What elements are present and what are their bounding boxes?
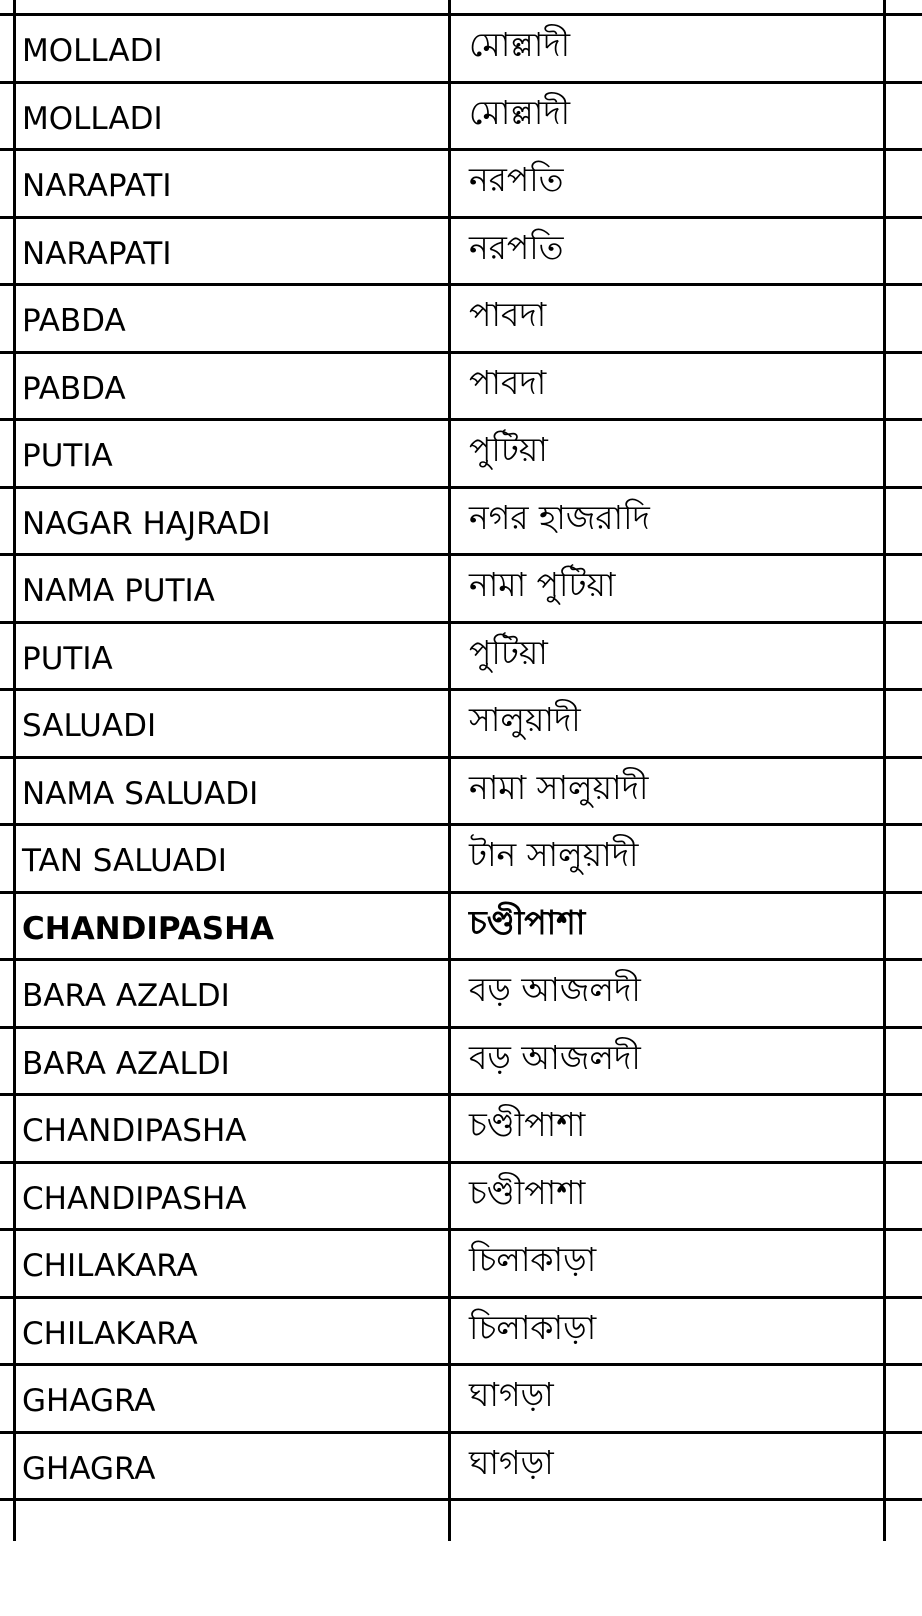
row-divider bbox=[0, 621, 922, 624]
row-divider bbox=[0, 148, 922, 151]
table-row bbox=[0, 624, 922, 691]
row-divider bbox=[0, 283, 922, 286]
table-row bbox=[0, 84, 922, 151]
table-row bbox=[0, 556, 922, 623]
village-name-english: CHILAKARA bbox=[22, 1248, 198, 1284]
table-row bbox=[0, 1231, 922, 1298]
village-name-bengali: চণ্ডীপাশা bbox=[469, 1172, 586, 1212]
village-name-bengali: সালুয়াদী bbox=[469, 700, 581, 739]
village-name-bengali: নামা পুটিয়া bbox=[469, 565, 616, 604]
table-row bbox=[0, 1029, 922, 1096]
table-row bbox=[0, 759, 922, 826]
row-divider bbox=[0, 1363, 922, 1366]
village-name-bengali: চণ্ডীপাশা bbox=[469, 902, 586, 942]
table-row bbox=[0, 354, 922, 421]
village-name-english: BARA AZALDI bbox=[22, 1045, 230, 1082]
row-divider bbox=[0, 81, 922, 84]
table-row bbox=[0, 1299, 922, 1366]
row-divider bbox=[0, 823, 922, 826]
village-name-english: NARAPATI bbox=[22, 235, 172, 272]
village-name-english: SALUADI bbox=[22, 708, 157, 744]
village-name-bengali: ঘাগড়া bbox=[469, 1375, 554, 1414]
table-row bbox=[0, 961, 922, 1028]
village-name-bengali: মোল্লাদী bbox=[469, 92, 571, 132]
row-divider bbox=[0, 216, 922, 219]
village-name-english: PABDA bbox=[22, 370, 126, 407]
table-row bbox=[0, 1164, 922, 1231]
village-name-bengali: নামা সালুয়াদী bbox=[469, 767, 649, 807]
village-name-bengali: মোল্লাদী bbox=[469, 25, 571, 64]
village-name-english: MOLLADI bbox=[22, 33, 163, 69]
row-divider bbox=[0, 1498, 922, 1501]
table-row bbox=[0, 1434, 922, 1501]
village-name-bengali: ঘাগড়া bbox=[469, 1442, 554, 1482]
village-name-english: NAMA PUTIA bbox=[22, 573, 215, 609]
row-divider bbox=[0, 688, 922, 691]
row-divider bbox=[0, 1296, 922, 1299]
village-name-english: NAGAR HAJRADI bbox=[22, 505, 271, 542]
village-name-bengali: টান সালুয়াদী bbox=[469, 835, 639, 874]
village-name-english: CHILAKARA bbox=[22, 1315, 198, 1352]
table-row bbox=[0, 1096, 922, 1163]
row-divider bbox=[0, 486, 922, 489]
village-name-english: CHANDIPASHA bbox=[22, 910, 275, 947]
row-divider bbox=[0, 418, 922, 421]
row-divider bbox=[0, 1228, 922, 1231]
village-name-bengali: নরপতি bbox=[469, 160, 564, 199]
village-name-english: TAN SALUADI bbox=[22, 843, 227, 879]
village-name-bengali: বড় আজলদী bbox=[469, 1037, 641, 1077]
table-row bbox=[0, 489, 922, 556]
table-row bbox=[0, 894, 922, 961]
village-name-english: GHAGRA bbox=[22, 1450, 156, 1487]
row-divider bbox=[0, 1093, 922, 1096]
row-divider bbox=[0, 1026, 922, 1029]
village-name-english: PABDA bbox=[22, 303, 126, 339]
village-name-bengali: বড় আজলদী bbox=[469, 970, 641, 1009]
row-divider bbox=[0, 1161, 922, 1164]
row-divider bbox=[0, 553, 922, 556]
village-name-bengali: পাবদা bbox=[469, 362, 547, 402]
row-divider bbox=[0, 891, 922, 894]
village-name-english: PUTIA bbox=[22, 640, 113, 677]
village-name-english: NAMA SALUADI bbox=[22, 775, 259, 812]
village-name-english: PUTIA bbox=[22, 438, 113, 474]
table-row bbox=[0, 151, 922, 218]
village-name-bengali: চণ্ডীপাশা bbox=[469, 1105, 586, 1144]
row-divider bbox=[0, 351, 922, 354]
village-name-bengali: পুটিয়া bbox=[469, 430, 548, 469]
village-name-english: NARAPATI bbox=[22, 168, 172, 204]
village-name-english: CHANDIPASHA bbox=[22, 1180, 247, 1217]
village-name-bengali: নরপতি bbox=[469, 227, 564, 267]
table-row bbox=[0, 219, 922, 286]
village-name-bengali: পাবদা bbox=[469, 295, 547, 334]
table-row bbox=[0, 286, 922, 353]
village-name-bengali: চিলাকাড়া bbox=[469, 1240, 597, 1279]
row-divider bbox=[0, 13, 922, 16]
table-row bbox=[0, 691, 922, 758]
table-row bbox=[0, 826, 922, 893]
village-name-english: BARA AZALDI bbox=[22, 978, 230, 1014]
column-divider bbox=[448, 0, 451, 1541]
table-row bbox=[0, 421, 922, 488]
village-name-bengali: পুটিয়া bbox=[469, 632, 548, 672]
village-name-english: GHAGRA bbox=[22, 1383, 156, 1419]
village-name-bengali: নগর হাজরাদি bbox=[469, 497, 650, 537]
village-name-bengali: চিলাকাড়া bbox=[469, 1307, 597, 1347]
row-divider bbox=[0, 756, 922, 759]
table-row bbox=[0, 1366, 922, 1433]
column-divider bbox=[13, 0, 16, 1541]
table-row bbox=[0, 16, 922, 83]
row-divider bbox=[0, 958, 922, 961]
village-name-english: CHANDIPASHA bbox=[22, 1113, 247, 1149]
row-divider bbox=[0, 1431, 922, 1434]
village-name-english: MOLLADI bbox=[22, 100, 163, 137]
column-divider bbox=[883, 0, 886, 1541]
